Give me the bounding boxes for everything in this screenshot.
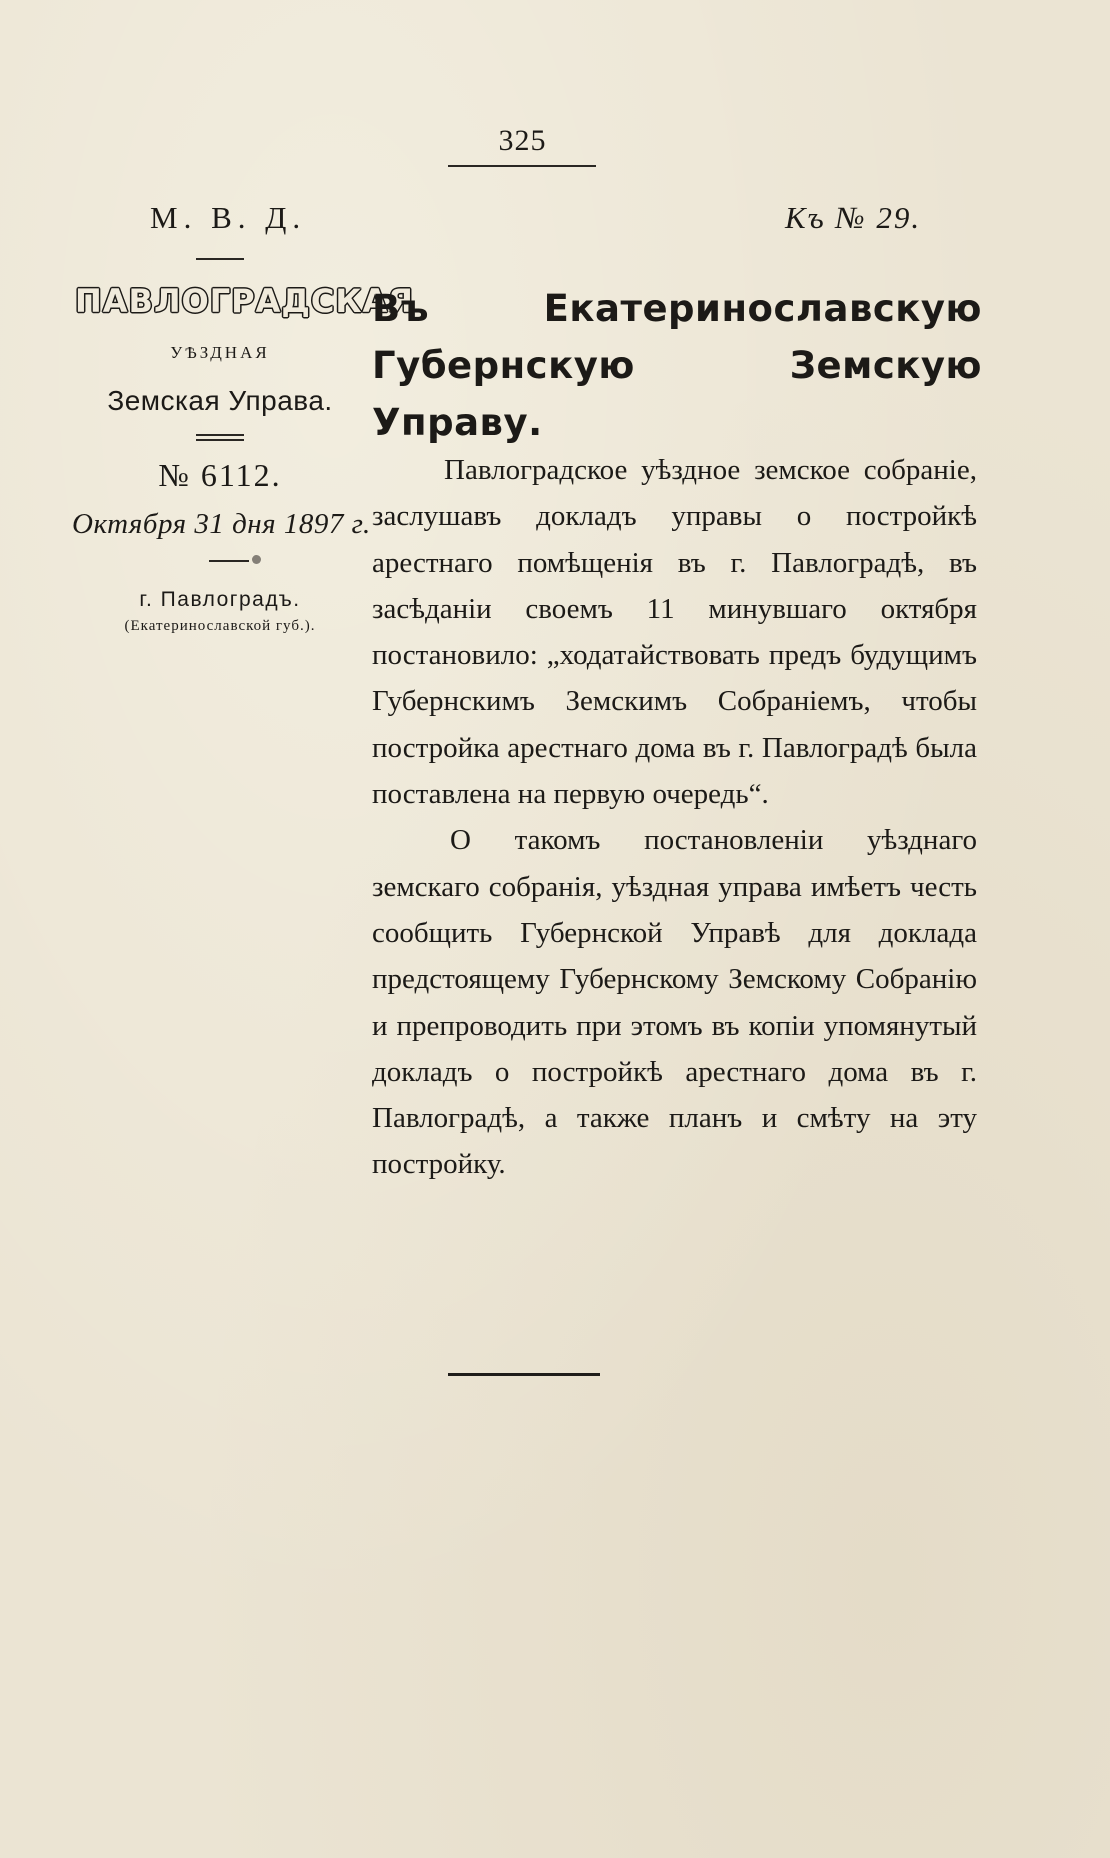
place-province: (Екатеринославской губ.). (124, 618, 316, 634)
double-divider-bottom (196, 439, 244, 441)
sender-district: ПАВЛОГРАДСКАЯ (75, 282, 414, 320)
double-divider-top (196, 434, 244, 436)
end-rule (448, 1373, 600, 1376)
reference-number: Къ № 29. (785, 200, 922, 235)
ministry-label: М. В. Д. (150, 200, 307, 235)
page-number: 325 (498, 124, 547, 157)
ink-dot (252, 555, 261, 564)
body-paragraph-2: О такомъ постановленіи уѣзднаго земскаго собранія, уѣздная управа имѣетъ честь сообщить Губернской Управѣ для доклада предстоящему Губернскому Земскому Собранію и препроводить при этомъ въ копіи упомянутый докладъ о постройкѣ арестнаго дома въ г. Павлоградѣ, а также планъ и смѣту на эту постройку. (372, 824, 977, 1181)
place-city: г. Павлоградъ. (139, 588, 301, 611)
document-number: № 6112. (158, 457, 282, 493)
page-number-rule (448, 165, 596, 167)
document-date: Октября 31 дня 1897 г. (72, 508, 371, 540)
divider (196, 258, 244, 260)
sender-uyezd: УѢЗДНАЯ (170, 343, 270, 362)
divider (209, 560, 249, 562)
letter-body (372, 447, 977, 1188)
addressee-heading: Въ Екатеринославскую Губернскую Земскую Управу. (372, 287, 982, 444)
body-paragraph-1: Павлоградское уѣздное земское собраніе, заслушавъ докладъ управы о постройкѣ арестнаго помѣщенія въ г. Павлоградѣ, въ засѣданіи своемъ 11 минувшаго октября постановило: „ходатайствовать предъ будущимъ Губернскимъ Земскимъ Собраніемъ, чтобы постройка арестнаго дома въ г. Павлоградѣ была поставлена на первую очередь“. (372, 454, 977, 811)
sender-name: Земская Управа. (107, 385, 333, 416)
